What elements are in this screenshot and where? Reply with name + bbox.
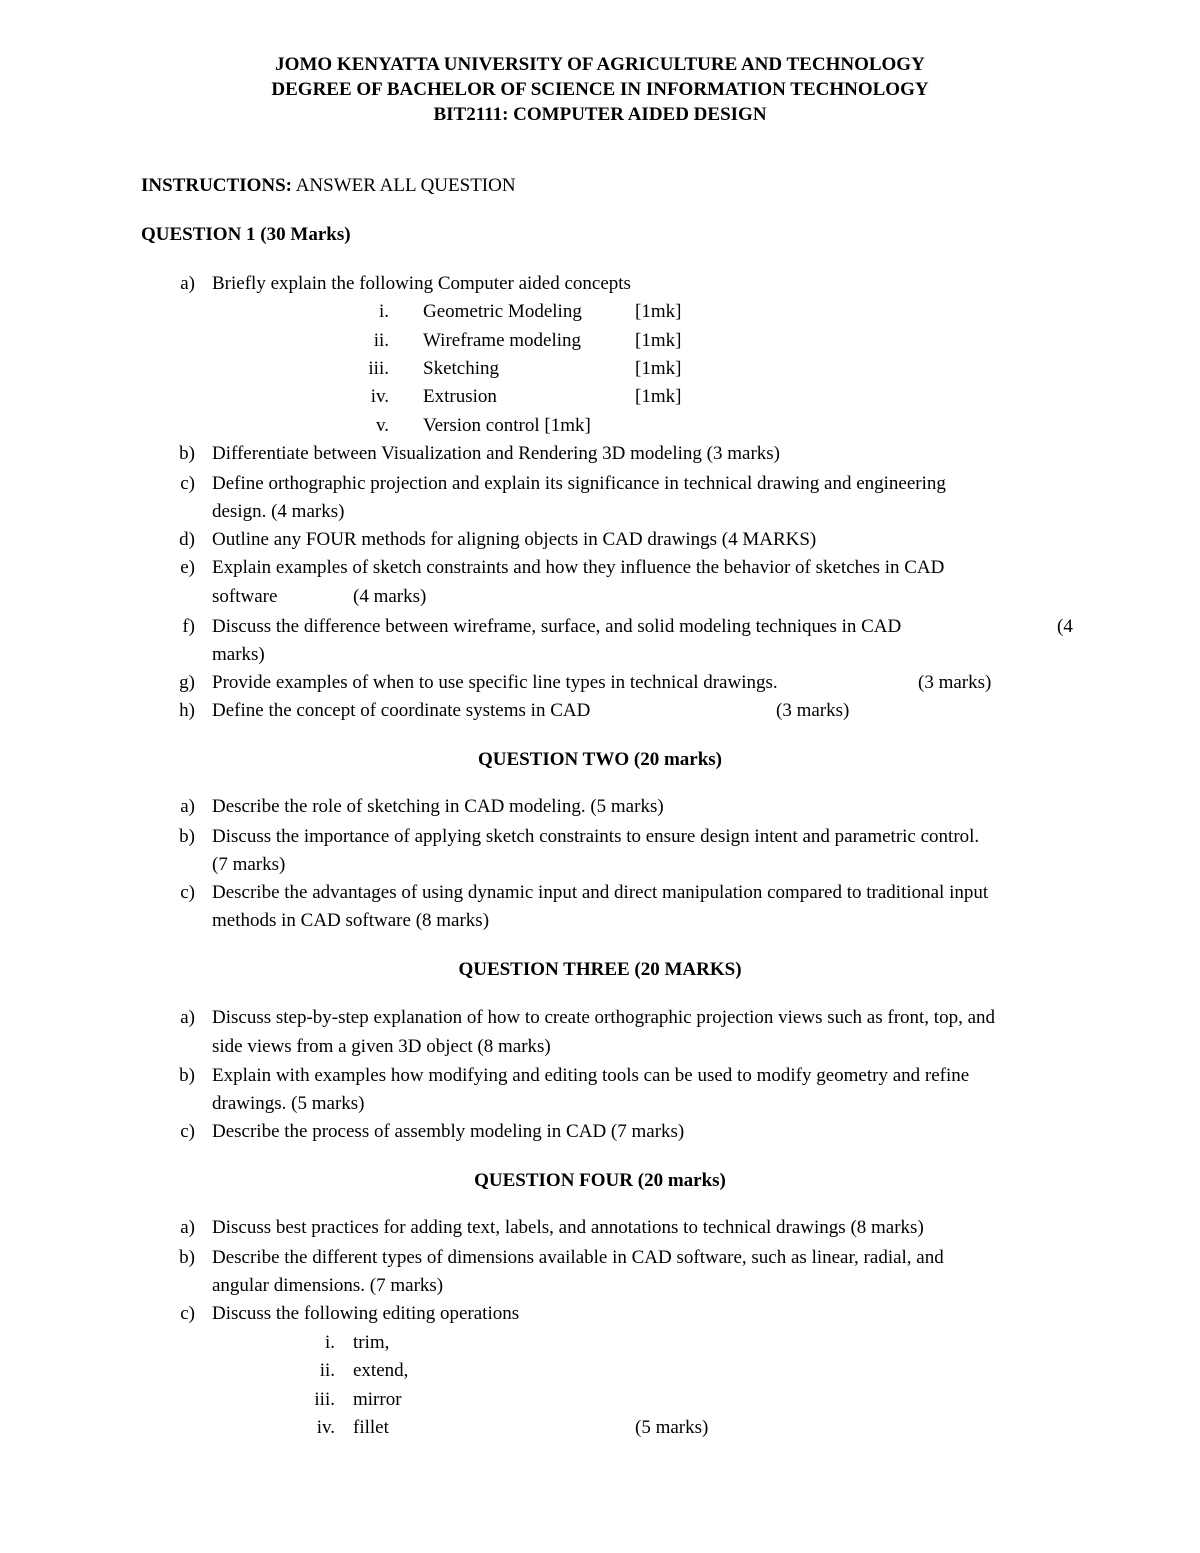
question-2-title: QUESTION TWO (20 marks) <box>477 749 723 770</box>
q1-a-text: Briefly explain the following Computer aided concepts <box>212 273 631 294</box>
q1-f-line1: Discuss the difference between wireframe, surface, and solid modeling techniques in CAD <box>212 616 902 637</box>
instructions-text: ANSWER ALL QUESTION <box>295 175 516 196</box>
q3-b-label: b) <box>179 1065 195 1086</box>
q1-h-marks: (3 marks) <box>776 700 850 721</box>
q1-h-text: Define the concept of coordinate systems in CAD <box>212 700 591 721</box>
q4-c-item-text: fillet <box>353 1417 389 1438</box>
q1-c-label: c) <box>180 473 195 494</box>
q4-c-text: Discuss the following editing operations <box>212 1303 520 1324</box>
q1-c-line2: design. (4 marks) <box>212 501 345 522</box>
q1-f-label: f) <box>182 616 195 637</box>
q2-b-label: b) <box>179 826 195 847</box>
q4-c-item-text: trim, <box>353 1332 390 1353</box>
q1-a-item-mark: [1mk] <box>635 386 682 407</box>
q1-a-item-mark: [1mk] <box>635 330 682 351</box>
q2-c-line1: Describe the advantages of using dynamic input and direct manipulation compared to traditional input <box>212 882 989 903</box>
q1-a-item-num: ii. <box>373 330 389 351</box>
q1-b-label: b) <box>179 443 195 464</box>
q1-a-label: a) <box>180 273 195 294</box>
q3-a-line1: Discuss step-by-step explanation of how to create orthographic projection views such as front, top, and <box>212 1007 996 1028</box>
q2-c-label: c) <box>180 882 195 903</box>
q1-a-item-mark: [1mk] <box>635 301 682 322</box>
q2-a-label: a) <box>180 796 195 817</box>
q3-a-label: a) <box>180 1007 195 1028</box>
q4-b-line1: Describe the different types of dimensions available in CAD software, such as linear, radial, and <box>212 1247 944 1268</box>
q4-c-item-num: ii. <box>319 1360 335 1381</box>
q4-c-item-num: iv. <box>316 1417 335 1438</box>
q2-b-line2: (7 marks) <box>212 854 286 875</box>
q1-b-text: Differentiate between Visualization and Rendering 3D modeling (3 marks) <box>212 443 780 464</box>
q1-e-line1: Explain examples of sketch constraints and how they influence the behavior of sketches in CAD <box>212 557 945 578</box>
q4-c-label: c) <box>180 1303 195 1324</box>
course-title: BIT2111: COMPUTER AIDED DESIGN <box>433 104 767 125</box>
q4-a-text: Discuss best practices for adding text, labels, and annotations to technical drawings (8 marks) <box>212 1217 924 1238</box>
q1-a-item-num: iii. <box>368 358 389 379</box>
q4-c-marks: (5 marks) <box>635 1417 709 1438</box>
q3-a-line2: side views from a given 3D object (8 marks) <box>212 1036 551 1057</box>
q1-a-item-term: Wireframe modeling <box>423 330 582 351</box>
q1-f-marks-open: (4 <box>1057 616 1073 637</box>
q4-c-item-num: iii. <box>314 1389 335 1410</box>
q1-a-item-num: iv. <box>370 386 389 407</box>
q2-b-line1: Discuss the importance of applying sketch constraints to ensure design intent and parametric control. <box>212 826 980 847</box>
q1-e-marks: (4 marks) <box>353 586 427 607</box>
question-1-title: QUESTION 1 (30 Marks) <box>141 224 351 245</box>
q3-c-label: c) <box>180 1121 195 1142</box>
instructions <box>141 174 516 198</box>
q1-g-label: g) <box>179 672 195 693</box>
q2-a-text: Describe the role of sketching in CAD modeling. (5 marks) <box>212 796 664 817</box>
university-name: JOMO KENYATTA UNIVERSITY OF AGRICULTURE AND TECHNOLOGY <box>275 54 925 75</box>
q1-a-item-term: Extrusion <box>423 386 497 407</box>
q4-c-item-text: mirror <box>353 1389 402 1410</box>
q2-c-line2: methods in CAD software (8 marks) <box>212 910 490 931</box>
q1-e-label: e) <box>180 557 195 578</box>
q3-b-line2: drawings. (5 marks) <box>212 1093 365 1114</box>
q1-a-item-term: Version control [1mk] <box>423 415 591 436</box>
q1-a-item-num: v. <box>375 415 389 436</box>
q4-a-label: a) <box>180 1217 195 1238</box>
q4-b-line2: angular dimensions. (7 marks) <box>212 1275 444 1296</box>
q1-d-text: Outline any FOUR methods for aligning objects in CAD drawings (4 MARKS) <box>212 529 817 550</box>
q1-a-item-term: Geometric Modeling <box>423 301 582 322</box>
q1-g-text: Provide examples of when to use specific line types in technical drawings. <box>212 672 778 693</box>
q1-a-item-term: Sketching <box>423 358 499 379</box>
instructions-label: INSTRUCTIONS: <box>141 175 292 196</box>
q4-c-item-text: extend, <box>353 1360 409 1381</box>
q1-h-label: h) <box>179 700 195 721</box>
q3-b-line1: Explain with examples how modifying and editing tools can be used to modify geometry and refine <box>212 1065 970 1086</box>
q4-c-item-num: i. <box>324 1332 335 1353</box>
question-3-title: QUESTION THREE (20 MARKS) <box>458 959 742 980</box>
q1-a-item-num: i. <box>378 301 389 322</box>
q1-f-line2: marks) <box>212 644 265 665</box>
degree-title: DEGREE OF BACHELOR OF SCIENCE IN INFORMATION TECHNOLOGY <box>271 79 929 100</box>
question-4-title: QUESTION FOUR (20 marks) <box>474 1170 726 1191</box>
q1-g-marks: (3 marks) <box>918 672 992 693</box>
q3-c-text: Describe the process of assembly modeling in CAD (7 marks) <box>212 1121 685 1142</box>
q1-d-label: d) <box>179 529 195 550</box>
q1-c-line1: Define orthographic projection and explain its significance in technical drawing and engineering <box>212 473 946 494</box>
q4-b-label: b) <box>179 1247 195 1268</box>
q1-e-line2a: software <box>212 586 278 607</box>
q1-a-item-mark: [1mk] <box>635 358 682 379</box>
